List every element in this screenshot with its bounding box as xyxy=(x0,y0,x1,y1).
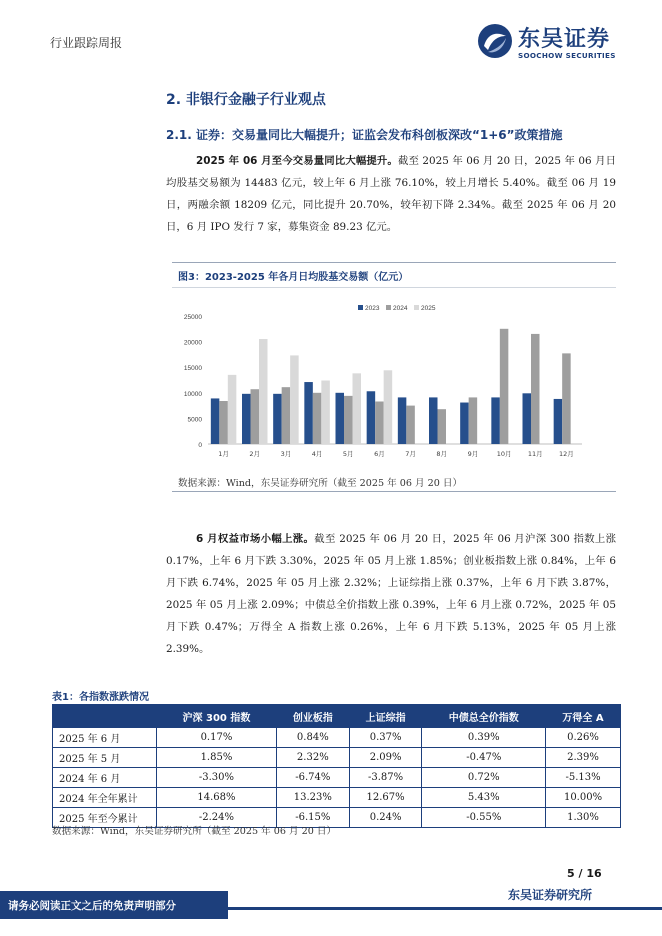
table-header-cell: 中债总全价指数 xyxy=(422,705,546,728)
y-tick-label: 15000 xyxy=(183,365,202,373)
bar-2023-4月 xyxy=(304,382,313,444)
bar-2023-3月 xyxy=(273,394,282,444)
table-source: 数据来源：Wind，东吴证券研究所（截至 2025 年 06 月 20 日） xyxy=(52,826,337,837)
x-tick-label: 6月 xyxy=(374,450,385,458)
table-cell: -3.30% xyxy=(157,768,277,788)
bar-2024-7月 xyxy=(406,406,415,444)
report-type-label: 行业跟踪周报 xyxy=(50,36,123,50)
x-tick-label: 11月 xyxy=(527,450,543,458)
bar-2024-1月 xyxy=(219,401,228,444)
legend-label-2023: 2023 xyxy=(365,305,380,312)
table-cell: -2.24% xyxy=(157,808,277,828)
table-row-label: 2024 年全年累计 xyxy=(53,788,157,808)
legend-swatch-2025 xyxy=(414,305,419,310)
company-logo xyxy=(476,22,626,66)
x-tick-label: 7月 xyxy=(405,450,416,458)
bar-2025-4月 xyxy=(321,381,330,444)
legend-label-2024: 2024 xyxy=(393,305,408,312)
bar-2024-10月 xyxy=(500,329,509,444)
bar-2025-1月 xyxy=(228,375,237,444)
table-row-label: 2024 年 6 月 xyxy=(53,768,157,788)
table-row xyxy=(53,748,621,768)
x-tick-label: 5月 xyxy=(342,450,354,458)
disclaimer-text: 请务必阅读正文之后的免责声明部分 xyxy=(8,900,176,912)
table-header-row xyxy=(53,705,621,728)
table-row xyxy=(53,788,621,808)
table-row-label: 2025 年至今累计 xyxy=(53,808,157,828)
table-cell: 2.39% xyxy=(546,748,621,768)
bar-2024-2月 xyxy=(251,389,260,444)
bar-2023-10月 xyxy=(491,397,500,444)
table-cell: 2.09% xyxy=(349,748,422,768)
table-row xyxy=(53,728,621,748)
disclaimer-banner xyxy=(0,891,228,919)
table-cell: -6.15% xyxy=(276,808,349,828)
table-header-cell: 万得全 A xyxy=(546,705,621,728)
section-heading: 2. 非银行金融子行业观点 xyxy=(166,92,326,108)
bar-2024-4月 xyxy=(313,393,322,444)
y-tick-label: 20000 xyxy=(183,339,202,347)
logo-mark-icon xyxy=(476,22,514,60)
page-number: 5 / 16 xyxy=(567,867,602,880)
figure-title: 图3：2023-2025 年各月日均股基交易额（亿元） xyxy=(178,272,409,283)
y-tick-label: 10000 xyxy=(183,390,202,398)
paragraph-trading-volume xyxy=(166,150,616,238)
table-cell: 0.37% xyxy=(349,728,422,748)
bar-2023-2月 xyxy=(242,394,251,444)
monthly-turnover-chart xyxy=(172,296,612,472)
table-cell: 0.39% xyxy=(422,728,546,748)
paragraph-equity-market xyxy=(166,528,616,660)
bar-2024-9月 xyxy=(469,397,478,444)
x-tick-label: 10月 xyxy=(496,450,512,458)
table-row-label: 2025 年 5 月 xyxy=(53,748,157,768)
paragraph-body: 截至 2025 年 06 月 20 日，2025 年 06 月日均股基交易额为 14483 亿元，较上年 6 月上涨 76.10%，较上月增长 5.40%。截至 06 月 19 日，两融余额 18209 亿元，同比提升 20.70%，较年初下降 2.34%。截至 2025 年 06 月 20 日，6 月 IPO 发行 7 家，募集资金 89.23 亿元。 xyxy=(166,155,616,233)
bar-2023-6月 xyxy=(367,391,376,444)
bar-2025-6月 xyxy=(384,370,393,444)
bar-2024-6月 xyxy=(375,402,384,444)
table-header-cell xyxy=(53,705,157,728)
figure-source: 数据来源：Wind，东吴证券研究所（截至 2025 年 06 月 20 日） xyxy=(178,478,463,489)
table-title: 表1：各指数涨跌情况 xyxy=(52,692,149,703)
bar-2024-11月 xyxy=(531,334,540,444)
x-tick-label: 4月 xyxy=(311,450,323,458)
table-row xyxy=(53,768,621,788)
table-cell: 0.84% xyxy=(276,728,349,748)
y-tick-label: 25000 xyxy=(183,314,202,321)
footer-divider xyxy=(228,907,662,910)
table-cell: 0.17% xyxy=(157,728,277,748)
x-tick-label: 12月 xyxy=(559,450,574,458)
table-cell: 14.68% xyxy=(157,788,277,808)
bar-2025-5月 xyxy=(353,373,362,444)
table-cell: 1.85% xyxy=(157,748,277,768)
x-tick-label: 8月 xyxy=(436,450,448,458)
bar-2023-1月 xyxy=(211,398,220,444)
bar-2023-5月 xyxy=(336,393,345,444)
bar-2023-8月 xyxy=(429,397,438,444)
subsection-heading: 2.1. 证券：交易量同比大幅提升；证监会发布科创板深改“1+6”政策措施 xyxy=(166,128,563,142)
bar-2024-8月 xyxy=(438,409,447,444)
bar-2023-9月 xyxy=(460,403,469,444)
figure-title-divider xyxy=(172,287,616,288)
logo-text-cn: 东吴证券 xyxy=(518,27,611,52)
table-cell: 5.43% xyxy=(422,788,546,808)
table-row-label: 2025 年 6 月 xyxy=(53,728,157,748)
bar-2025-3月 xyxy=(290,355,299,444)
x-tick-label: 2月 xyxy=(249,450,261,458)
bar-2023-7月 xyxy=(398,397,407,444)
y-tick-label: 5000 xyxy=(187,416,202,424)
legend-swatch-2023 xyxy=(358,305,363,310)
table-cell: 10.00% xyxy=(546,788,621,808)
table-cell: 1.30% xyxy=(546,808,621,828)
bar-2024-5月 xyxy=(344,396,353,444)
table-cell: 12.67% xyxy=(349,788,422,808)
table-cell: 0.26% xyxy=(546,728,621,748)
paragraph-lead: 6 月权益市场小幅上涨。 xyxy=(196,533,315,545)
bar-2023-11月 xyxy=(523,393,532,444)
table-cell: -0.47% xyxy=(422,748,546,768)
logo-text-en: SOOCHOW SECURITIES xyxy=(518,51,616,60)
table-cell: -6.74% xyxy=(276,768,349,788)
table-header-cell: 沪深 300 指数 xyxy=(157,705,277,728)
bar-2024-12月 xyxy=(562,353,571,444)
bar-2024-3月 xyxy=(282,387,291,444)
table-header-cell: 上证综指 xyxy=(349,705,422,728)
table-cell: 0.24% xyxy=(349,808,422,828)
index-performance-table xyxy=(52,704,621,828)
table-cell: -0.55% xyxy=(422,808,546,828)
paragraph-lead: 2025 年 06 月至今交易量同比大幅提升。 xyxy=(196,155,398,167)
y-tick-label: 0 xyxy=(198,442,202,449)
legend-label-2025: 2025 xyxy=(421,305,436,312)
x-tick-label: 9月 xyxy=(467,450,479,458)
table-cell: 2.32% xyxy=(276,748,349,768)
x-tick-label: 3月 xyxy=(280,450,292,458)
bar-2025-2月 xyxy=(259,339,268,444)
bar-2023-12月 xyxy=(554,399,563,444)
table-cell: 13.23% xyxy=(276,788,349,808)
legend-swatch-2024 xyxy=(386,305,391,310)
x-tick-label: 1月 xyxy=(218,450,229,458)
table-cell: -3.87% xyxy=(349,768,422,788)
table-cell: -5.13% xyxy=(546,768,621,788)
footer-institute: 东吴证券研究所 xyxy=(508,888,593,902)
table-header-cell: 创业板指 xyxy=(276,705,349,728)
table-cell: 0.72% xyxy=(422,768,546,788)
paragraph-body: 截至 2025 年 06 月 20 日，2025 年 06 月沪深 300 指数上涨 0.17%，上年 6 月下跌 3.30%，2025 年 05 月上涨 1.85%；创业板指数上涨 0.84%，上年 6 月下跌 6.74%，2025 年 05 月上涨 2.32%；上证综指上涨 0.37%，上年 6 月下跌 3.87%，2025 年 05 月上涨 2.09%；中债总全价指数上涨 0.39%，上年 6 月上涨 0.72%，2025 年 05 月下跌 0.47%；万得全 A 指数上涨 0.26%，上年 6 月下跌 5.13%，2025 年 05 月上涨 2.39%。 xyxy=(166,533,616,655)
